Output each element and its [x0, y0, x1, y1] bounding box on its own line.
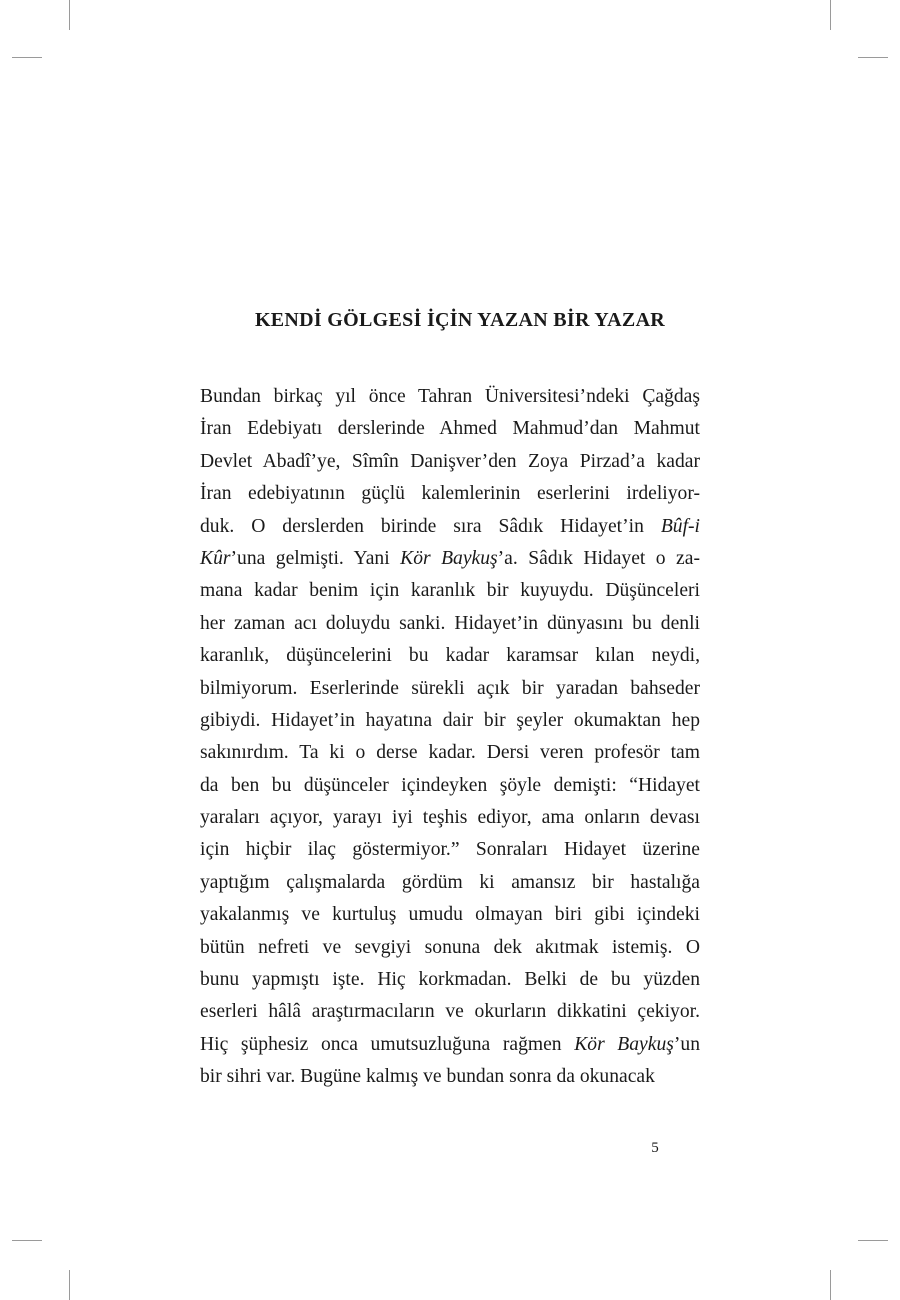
text-segment: Bundan birkaç yıl önce Tahran Üniversitesi’ndeki Çağdaş — [200, 386, 700, 407]
text-line — [200, 737, 700, 769]
text-segment: yakalanmış ve kurtuluş umudu olmayan biri gibi içindeki — [200, 904, 700, 926]
text-line — [200, 1029, 700, 1061]
text-line — [200, 413, 700, 445]
text-segment: bütün nefreti ve sevgiyi sonuna dek akıtmak istemiş. O — [200, 936, 700, 958]
text-segment: da ben bu düşünceler içindeyken şöyle demişti: “Hidayet — [200, 774, 700, 796]
text-line — [200, 705, 700, 737]
crop-mark-left-bottom — [12, 1240, 42, 1241]
italic-book-title: Kör Baykuş — [574, 1033, 674, 1055]
text-segment: her zaman acı doluydu sanki. Hidayet’in dünyasını bu denli — [200, 612, 700, 634]
crop-mark-right-top — [858, 57, 888, 58]
text-segment: yaraları açıyor, yarayı iyi teşhis ediyor, ama onların devası — [200, 807, 700, 829]
text-line — [200, 608, 700, 640]
text-line — [200, 802, 700, 834]
text-segment: karanlık, düşüncelerini bu kadar karamsar kılan neydi, — [200, 645, 700, 667]
text-line — [200, 446, 700, 478]
text-segment: bir sihri var. Bugüne kalmış ve bundan sonra da okunacak — [200, 1066, 655, 1088]
italic-book-title: Kör Baykuş — [400, 547, 498, 569]
text-line — [200, 640, 700, 672]
body-paragraph — [200, 381, 700, 1094]
text-segment: İran edebiyatının güçlü kalemlerinin eserlerini irdeliyor- — [200, 483, 700, 505]
crop-mark-left-top — [12, 57, 42, 58]
text-segment: gibiydi. Hidayet’in hayatına dair bir şeyler okumaktan hep — [200, 709, 700, 731]
text-segment: Devlet Abadî’ye, Sîmîn Danişver’den Zoya Pirzad’a kadar — [200, 450, 700, 472]
crop-mark-bottom-left — [69, 1270, 70, 1300]
text-line — [200, 834, 700, 866]
crop-mark-top-right — [830, 0, 831, 30]
text-segment: ’a. Sâdık Hidayet o za- — [497, 547, 700, 569]
crop-mark-top-left — [69, 0, 70, 30]
chapter-title: KENDİ GÖLGESİ İÇİN YAZAN BİR YAZAR — [254, 309, 666, 331]
text-line — [200, 867, 700, 899]
text-segment: için hiçbir ilaç göstermiyor.” Sonraları Hidayet üzerine — [200, 839, 700, 861]
crop-mark-right-bottom — [858, 1240, 888, 1241]
text-segment: sakınırdım. Ta ki o derse kadar. Dersi veren profesör tam — [200, 742, 700, 764]
text-segment: mana kadar benim için karanlık bir kuyuydu. Düşünceleri — [200, 580, 700, 602]
text-line — [200, 1061, 700, 1093]
text-line — [200, 932, 700, 964]
text-segment: duk. O derslerden birinde sıra Sâdık Hidayet’in — [200, 515, 661, 537]
text-line — [200, 381, 700, 413]
page-number: 5 — [651, 1140, 659, 1156]
text-line — [200, 511, 700, 543]
text-line — [200, 996, 700, 1028]
text-line — [200, 478, 700, 510]
text-segment: bunu yapmıştı işte. Hiç korkmadan. Belki de bu yüzden — [200, 969, 700, 991]
crop-mark-bottom-right — [830, 1270, 831, 1300]
text-segment: bilmiyorum. Eserlerinde sürekli açık bir yaradan bahseder — [200, 677, 700, 699]
text-segment: ’una gelmişti. Yani — [230, 547, 401, 569]
text-segment: eserleri hâlâ araştırmacıların ve okurların dikkatini çekiyor. — [200, 1001, 700, 1023]
text-line — [200, 543, 700, 575]
text-line — [200, 964, 700, 996]
text-line — [200, 899, 700, 931]
text-line — [200, 770, 700, 802]
text-segment: yaptığım çalışmalarda gördüm ki amansız bir hastalığa — [200, 871, 700, 893]
text-segment: ’un — [673, 1033, 700, 1055]
italic-book-title: Kûr — [200, 547, 231, 569]
text-segment: İran Edebiyatı derslerinde Ahmed Mahmud’dan Mahmut — [200, 418, 700, 440]
text-line — [200, 575, 700, 607]
text-line — [200, 673, 700, 705]
text-segment: Hiç şüphesiz onca umutsuzluğuna rağmen — [200, 1033, 575, 1055]
italic-book-title: Bûf-i — [660, 515, 700, 537]
